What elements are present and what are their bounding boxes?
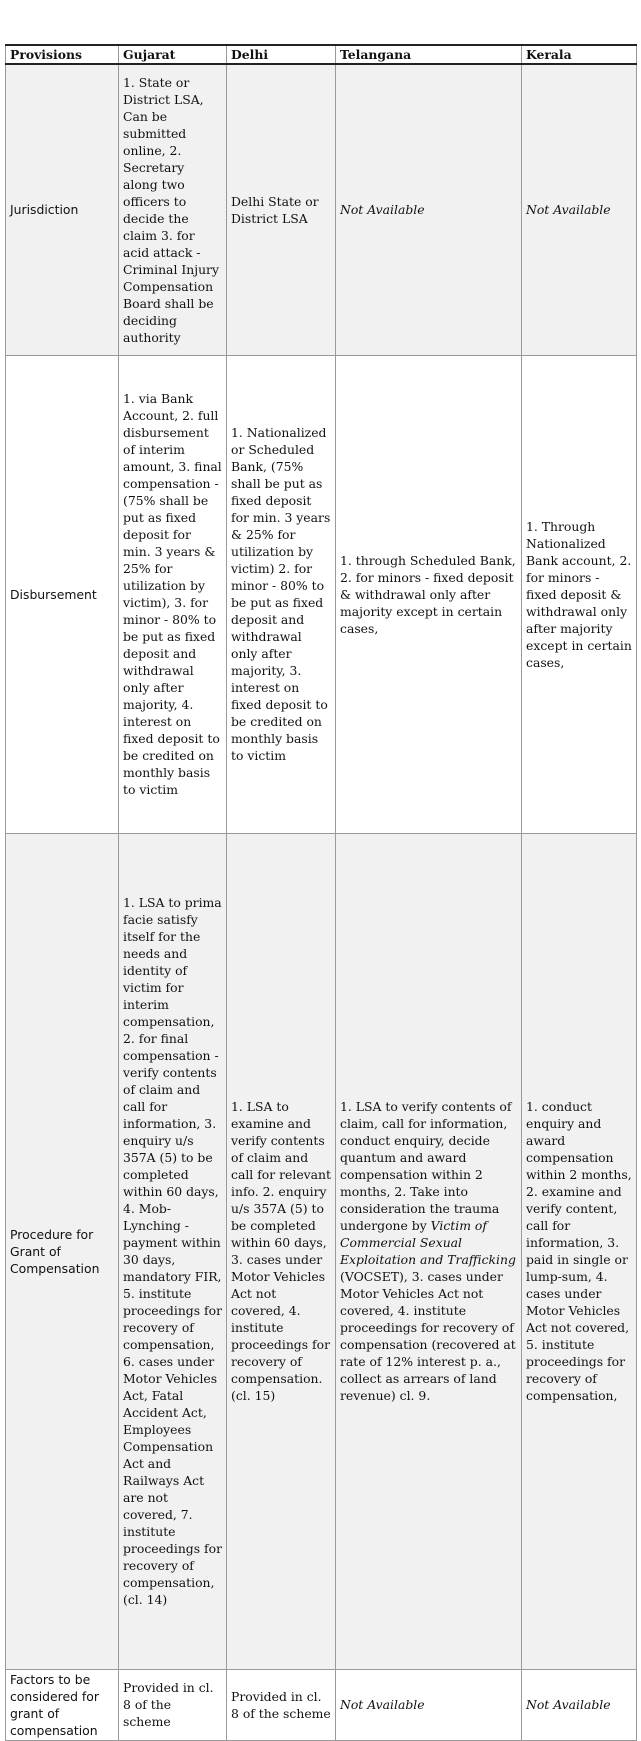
cell-provision: Disbursement bbox=[6, 355, 119, 833]
telangana-text-before: 1. LSA to verify contents of claim, call for information, conduct enquiry, decide quantum and award compensation within 2 months, 2. Take into consideration the trauma undergone by bbox=[340, 1099, 512, 1233]
header-telangana: Telangana bbox=[336, 45, 522, 64]
table-row-factors bbox=[6, 1669, 637, 1740]
cell-telangana: 1. through Scheduled Bank, 2. for minors - fixed deposit & withdrawal only after majority except in certain cases, bbox=[336, 355, 522, 833]
cell-provision: Procedure for Grant of Compensation bbox=[6, 833, 119, 1669]
header-delhi: Delhi bbox=[227, 45, 336, 64]
table-header bbox=[6, 45, 637, 64]
header-gujarat: Gujarat bbox=[119, 45, 227, 64]
header-row bbox=[6, 45, 637, 64]
cell-delhi: Delhi State or District LSA bbox=[227, 64, 336, 355]
cell-delhi: Provided in cl. 8 of the scheme bbox=[227, 1669, 336, 1740]
cell-gujarat: 1. LSA to prima facie satisfy itself for the needs and identity of victim for interim compensation, 2. for final compensation - verify contents of claim and call for information, 3. enquiry u/s 357A (5) to be completed within 60 days, 4. Mob-Lynching - payment within 30 days, mandatory FIR, 5. institute proceedings for recovery of compensation, 6. cases under Motor Vehicles Act, Fatal Accident Act, Employees Compensation Act and Railways Act are not covered, 7. institute proceedings for recovery of compensation, (cl. 14) bbox=[119, 833, 227, 1669]
cell-gujarat: 1. State or District LSA, Can be submitted online, 2. Secretary along two officers to decide the claim 3. for acid attack - Criminal Injury Compensation Board shall be deciding authority bbox=[119, 64, 227, 355]
telangana-text-after: (VOCSET), 3. cases under Motor Vehicles Act not covered, 4. institute proceedings for recovery of compensation (recovered at rate of 12% interest p. a., collect as arrears of land revenue) cl. 9. bbox=[340, 1269, 516, 1403]
cell-kerala: Not Available bbox=[522, 64, 637, 355]
header-provisions: Provisions bbox=[6, 45, 119, 64]
provisions-comparison-table bbox=[5, 44, 637, 1741]
table-body bbox=[6, 64, 637, 1740]
cell-kerala: 1. Through Nationalized Bank account, 2. for minors - fixed deposit & withdrawal only after majority except in certain cases, bbox=[522, 355, 637, 833]
vocset-term: Victim of Commercial Sexual Exploitation and Trafficking bbox=[340, 1218, 516, 1267]
cell-gujarat: 1. via Bank Account, 2. full disbursement of interim amount, 3. final compensation -(75% shall be put as fixed deposit for min. 3 years & 25% for utilization by victim), 3. for minor - 80% to be put as fixed deposit and withdrawal only after majority, 4. interest on fixed deposit to be credited on monthly basis to victim bbox=[119, 355, 227, 833]
cell-telangana bbox=[336, 833, 522, 1669]
cell-gujarat: Provided in cl. 8 of the scheme bbox=[119, 1669, 227, 1740]
cell-kerala: 1. conduct enquiry and award compensation within 2 months, 2. examine and verify content, call for information, 3. paid in single or lump-sum, 4. cases under Motor Vehicles Act not covered, 5. institute proceedings for recovery of compensation, bbox=[522, 833, 637, 1669]
cell-delhi: 1. Nationalized or Scheduled Bank, (75% shall be put as fixed deposit for min. 3 years & 25% for utilization by victim) 2. for minor - 80% to be put as fixed deposit and withdrawal only after majority, 3. interest on fixed deposit to be credited on monthly basis to victim bbox=[227, 355, 336, 833]
table-row-disbursement bbox=[6, 355, 637, 833]
table-row-procedure bbox=[6, 833, 637, 1669]
header-kerala: Kerala bbox=[522, 45, 637, 64]
cell-telangana: Not Available bbox=[336, 1669, 522, 1740]
table-row-jurisdiction bbox=[6, 64, 637, 355]
cell-telangana: Not Available bbox=[336, 64, 522, 355]
cell-kerala: Not Available bbox=[522, 1669, 637, 1740]
cell-delhi: 1. LSA to examine and verify contents of claim and call for relevant info. 2. enquiry u/s 357A (5) to be completed within 60 days, 3. cases under Motor Vehicles Act not covered, 4. institute proceedings for recovery of compensation. (cl. 15) bbox=[227, 833, 336, 1669]
cell-provision: Jurisdiction bbox=[6, 64, 119, 355]
cell-provision: Factors to be considered for grant of compensation bbox=[6, 1669, 119, 1740]
